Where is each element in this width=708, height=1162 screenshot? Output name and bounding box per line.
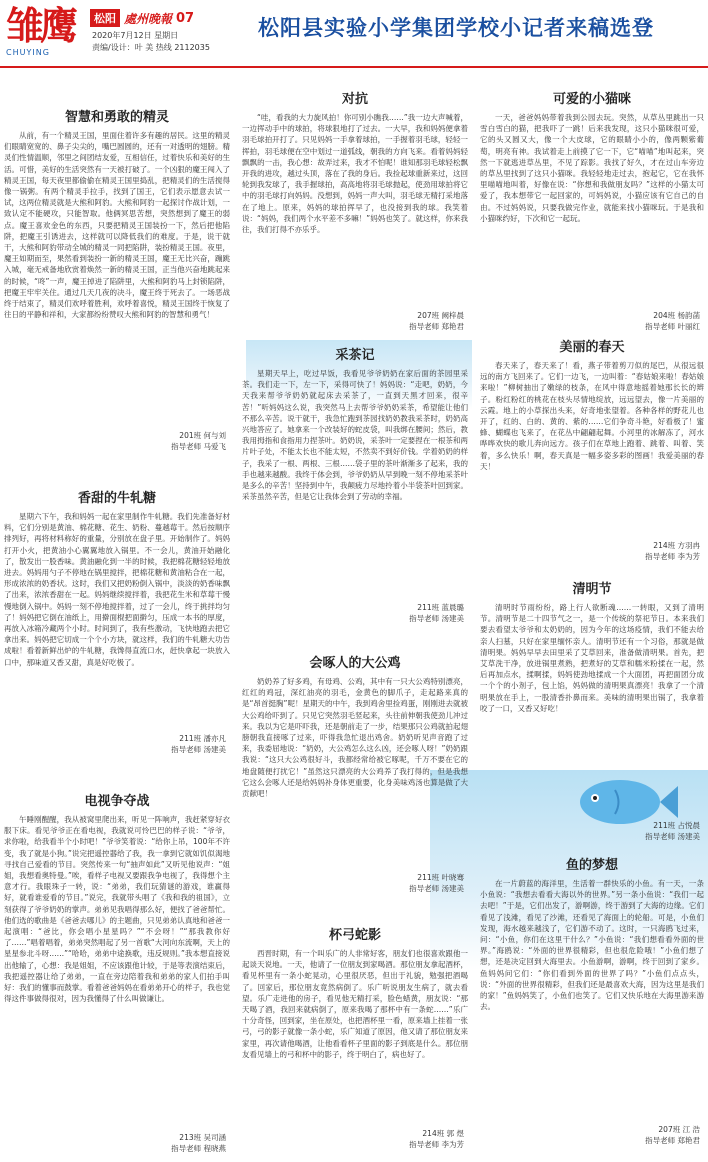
author: 207班 江 浩 (658, 1125, 700, 1134)
author: 213班 吴司涵 (179, 1133, 226, 1142)
author: 211班 占悦晨 (653, 821, 700, 830)
author: 211班 潘亦凡 (179, 734, 226, 743)
article-byline (476, 1124, 708, 1146)
teacher: 指导老师 汤建美 (171, 745, 226, 754)
masthead-rule (0, 66, 708, 68)
article-body: 清明时节雨纷纷，路上行人欲断魂……一转眼，又到了清明节。清明节是二十四节气之一，是一个传统的祭祀节日。本来我们要去看望太爷爷和太奶奶的，因为今年的这场疫情，我们不能去给亲人扫墓，只好在家里缅怀亲人。清明节还有一个习俗，那就是做清明果。妈妈早早去田里采了艾草回来，准备做清明果。首先，把艾草洗干净，放进锅里煮熟，把煮好的艾草和糯米粉揉在一起，然后再加点水，揉啊揉，妈妈使劲地揉成一个大面团，再把面团分成一个个的小剂子，包上馅，妈妈做的清明果真漂亮！我拿了一个清明果放在手上，一股清香扑鼻而来。美味的清明果出锅了，我拿着咬了一口，又香又好吃！ (480, 603, 704, 713)
author: 211班 叶晓骞 (417, 873, 464, 882)
logo-pinyin: CHUYING (6, 48, 50, 57)
logo-text: 雏鹰 (6, 3, 75, 48)
teacher: 指导老师 郑艳君 (645, 1136, 700, 1145)
teacher: 指导老师 汤建美 (409, 614, 464, 623)
author: 211班 蓝晨璐 (417, 603, 464, 612)
page-number: 07 (176, 10, 195, 26)
article-a10 (476, 578, 708, 842)
article-byline (238, 872, 472, 894)
issue-date: 2020年7月12日 星期日 (92, 31, 179, 40)
article-body: 星期六下午，我和妈妈一起在家里制作牛轧糖。我们先准备好材料，它们分别是黄油、棉花糖、花生、奶粉、蔓越莓干。然后按顺序排列好，再将材料称好的重量，分别放在盘子里。开始制作了。妈妈打开小火，把黄油小心翼翼地放入锅里。不一会儿，黄油开始融化了，散发出一股香味。黄油融化到一半的时候，我把棉花糖轻轻地放进去。妈妈用勺子不停地在锅里搅拌，把棉花糖和黄油粘合在一起，形成浓浓的奶香状。这时，我们又把奶粉倒入锅中，淡淡的奶香味飘了出来，浓浓香甜在一起。妈妈继续搅拌着，我把花生米和草莓干慢慢地倒入锅中。妈妈一刻不停地搅拌着，过了一会儿，终于挑拌均匀了！妈妈把它倒在油纸上，用擀面棍把面擀匀，压成一本书的厚度，再放入冰箱冷藏两个小时。时间到了，我有些激动，飞快地跑去把它拿出来。妈妈把它切成一个个小方块，就这样，我们的牛轧糖大功告成啦！看着新鲜出炉的牛轧糖，我馋得直流口水，赶快拿起一块放入口中，那味道又香又甜，真是好吃极了。 (4, 512, 230, 667)
logo (6, 4, 86, 62)
article-title: 智慧和勇敢的精灵 (64, 110, 169, 125)
article-byline (238, 1128, 472, 1150)
teacher: 指导老师 程晓燕 (171, 1144, 226, 1153)
article-body: 从前，有一个精灵王国，里面住着许多有趣的居民。这里的精灵们眼睛宽宽的、鼻子尖尖的，嘴巴圆圆的，还有一对透明的翅膀。精灵们性情温顺，邻里之间团结友爱，互相信任，过着快乐和美好的生活。可惜，美好的生活突然有一天被打破了。一个凶狠的魔王闯入了精灵王国，每天夜里都偷偷在精灵王国里捣乱，把精灵们的生活搅得像一锅粥。有两个精灵手拉手，找到了国王，它们表示愿意去试一试，这两位精灵就是大熊和阿豹。大熊和阿豹一起探讨作战计划，一致认定不能硬攻，只能智取。他俩冥思苦想，突然想到了魔王的弱点。魔王喜欢金色的东西，只要把精灵王国装扮一下，然后把他陷阱，把魔王引诱进去，这样就可以降低我们的难度。于是，说干就干，大熊和阿豹带动全城的精灵一同把陷阱，装扮精灵王国。夜里，魔王如期而至，果然看到装扮一新的精灵王国，魔王无比兴奋，蹦跳入城，毫无戒备地欣赏着焕然一新的精灵王国，正当他兴奋地跳起来的时候，“咚”一声，魔王掉进了陷阱里，大熊和阿豹马上封锁陷阱，把魔王牢牢关住。通过几天几夜的决斗，魔王终于死去了。一场恶战终于结束了，精灵们欢呼着胜利，欢呼着喜悦，精灵王国终于恢复了往日的平静和祥和，大家都纷纷赞叹大熊和阿豹的智慧和勇气！ (4, 131, 230, 320)
article-byline (0, 430, 234, 452)
edition-bar (90, 8, 194, 28)
article-body: 春天来了，春天来了！看，燕子带着剪刀似的尾巴，从很远很远的南方飞回来了。它们一边飞，一边叫着：“春姑娘来啦！春姑娘来啦！”柳树抽出了嫩绿的枝条，在风中得意地摇着她那长长的辫子。粉红粉红的桃花在枝头尽情地绽放，远远望去，像一片美丽的云霞。地上的小草探出头来，好奇地张望着。各种各样的野花儿也开了，红的、白的、黄的、紫的……它们争奇斗艳，好看极了！蜜蜂、蝴蝶也飞来了，在花丛中翩翩起舞。小河里的冰解冻了，河水哗哗欢快的歌儿奔向远方。孩子们在草地上跑着、跳着、叫着、笑着，多么快乐！啊，春天真是一幅多姿多彩的图画！我爱美丽的春天！ (480, 361, 704, 471)
teacher: 指导老师 李为芳 (409, 1140, 464, 1149)
teacher: 指导老师 汤建美 (409, 884, 464, 893)
author: 214班 郭 煜 (422, 1129, 464, 1138)
author: 204班 杨韵菡 (653, 311, 700, 320)
article-body: 一天，爸爸妈妈带着我到公园去玩。突然，从草丛里跳出一只雪白雪白的猫，把我吓了一跳！后来我发现，这只小猫咪很可爱，它的头又圆又大，像一个大皮球，它的眼睛小小的，像两颗紫葡萄，明亮有神。我试着走上前摸了它一下，它“喵喵”地叫起来，突然一下就逃进草丛里，不见了踪影。我找了好久，才在过山车旁边的草丛里找到了这只小猫咪。我轻轻地走过去，抱起它，它在我怀里喵喵地叫着，好像在说：“你想和我做朋友吗？”这样的小猫太可爱了，我本想带它一起回家的，可妈妈说，小猫应该有它自己的自由。不过妈妈说，只要我做完作业，就能来找小猫咪玩。于是我和小猫咪约好，下次和它一起玩。 (480, 113, 704, 223)
article-body: 奶奶养了好多鸡，有母鸡、公鸡，其中有一只大公鸡特别漂亮，红红的鸡冠，深红油亮的羽毛，金黄色的脚爪子，走起路来真的是“昂首挺胸”呢！星期天的中午，我到鸡舍里捡鸡蛋，刚刚进去就被大公鸡给吓到了。只见它突然羽毛竖起来，头往前伸朝我使劲儿冲过来。我以为它是吓吓我，还是朝前走了一步，结果那只公鸡就拍起翅膀朝我直接啄了过来，吓得我急忙退出鸡舍。奶奶听见声音跑了过来，我委屈地说：“奶奶，大公鸡怎么这么凶，还会啄人呀！”奶奶跟我说：“这只大公鸡很好斗，我都经常给被它啄呢，千万不要在它的地盘随便打扰它！”虽然这只漂亮的大公鸡养了我打得的，但是我想它这么会啄人还是给妈妈补身体更重要，化身美味鸡汤也算是做了大贡献吧！ (242, 677, 468, 799)
article-a7 (238, 924, 472, 1150)
teacher: 指导老师 汤建美 (645, 832, 700, 841)
article-a8 (476, 88, 708, 332)
article-a9 (476, 336, 708, 562)
article-a11 (476, 854, 708, 1146)
author: 201班 何与刘 (179, 431, 226, 440)
article-body: 在一片蔚蓝的海洋里，生活着一群快乐的小鱼。有一天，一条小鱼说：“我想去看看大海以外的世界。”另一条小鱼说：“我们一起去吧！”于是，它们出发了，游啊游，终于游到了大海的边缘。它们看见了浅滩，看见了沙滩，还看见了海面上的轮船。可是，小鱼们发现，海水越来越浅了，它们游不动了。这时，一只海鸥飞过来，问：“小鱼，你们在这里干什么？”小鱼说：“我们想看看外面的世界。”海鸥说：“外面的世界很精彩，但也很危险哦！”小鱼们想了想，还是决定回到大海里去。小鱼游啊，游啊，终于回到了家乡。鱼妈妈问它们：“你们看到外面的世界了吗？”小鱼们点点头，说：“外面的世界很精彩，但我们还是最喜欢大海，因为这里是我们的家！”鱼妈妈笑了，小鱼们也笑了。它们又快乐地在大海里游来游去。 (480, 879, 704, 1012)
issue-editor: 责编/设计：叶 美 热线 2112035 (92, 43, 210, 52)
article-byline (0, 1132, 234, 1154)
author: 207班 阙梓晨 (417, 311, 464, 320)
article-byline (476, 310, 708, 332)
article-byline (238, 310, 472, 332)
article-title: 香甜的牛轧糖 (77, 491, 156, 506)
article-byline (0, 733, 234, 755)
article-a1 (0, 106, 234, 452)
page-headline: 松阳县实验小学集团学校小记者来稿选登 (258, 16, 654, 40)
article-title: 可爱的小猫咪 (552, 92, 631, 107)
article-title: 杯弓蛇影 (328, 928, 381, 943)
teacher: 指导老师 叶丽红 (645, 322, 700, 331)
article-a6 (238, 652, 472, 894)
region-tag: 松阳 (90, 9, 120, 27)
article-body: 西晋时期，有一个叫乐广的人非常好客，朋友们也很喜欢跟他一起谈天说地。一天，他请了一位朋友到家喝酒。那位朋友拿起酒杯，看见杯里有一条小蛇晃动，心里很厌恶，但出于礼貌，勉强把酒喝了。回家后，那位朋友竟然病倒了。乐广听说朋友生病了，就去看望。乐广走进他的房子，看见他无精打采，脸色蜡黄，朋友说：“那天喝了酒，我回来就病倒了，原来我喝了那杯中有一条蛇……”乐广十分奇怪，回到家，坐在原处，也把酒杯里一看，原来墙上挂着一张弓，弓的影子就像一条小蛇，乐广知道了原因，他又请了那位朋友来家里，再次请他喝酒，让他看看杯子里面的影子到底是什么。那位朋友看见墙上的弓和杯中的影子，终于明白了，病也好了。 (242, 949, 468, 1059)
masthead (0, 0, 708, 70)
article-body: “哇，看我的大力旋风拍！你可别小瞧我……”我一边大声喊着，一边挥动手中的球拍，将球狠地打了过去。一大早，我和妈妈便拿着羽毛球拍开打了。只见妈妈一手拿着球拍，一手握着羽毛球，轻轻一挥拍，羽毛球便在空中划过一道弧线，朝我的方向飞来。看着妈妈轻飘飘的一击，我心想：故弄过来，我才不怕呢！谁知那羽毛球轻松飘开我的进攻，越过头顶，落在了我的身后。我捡起球重新来过，这回轮到我发球了，我手握球拍，高高地将羽毛球抛起，使劲用球拍将它中的羽毛球打向妈妈。没想到，妈妈一声大叫，羽毛球无精打采地落在了地上。原来，妈妈的球拍挥早了，也没接到我的球。我笑着说：“妈妈，我们两个水平差不多嘛！”妈妈也笑了。就这样，你来我往，我们打得不亦乐乎。 (242, 113, 468, 235)
article-a4 (238, 88, 472, 332)
paper-name: 處州晚報 (124, 11, 173, 26)
article-a2 (0, 487, 234, 755)
article-title: 清明节 (572, 582, 612, 597)
issue-meta (92, 30, 210, 54)
teacher: 指导老师 马爱飞 (171, 442, 226, 451)
article-title: 会啄人的大公鸡 (309, 656, 401, 671)
article-byline (476, 820, 708, 842)
article-title: 对抗 (341, 92, 368, 107)
article-title: 美丽的春天 (559, 340, 625, 355)
article-title: 采茶记 (335, 348, 375, 363)
article-body: 午睡刚醒醒，我从被窝里爬出来，听见一阵响声，我赶紧穿好衣服下床。看见爷爷正在看电视，我就说可怜巴巴的样子说：“爷爷，求你啦，给我看半个小时吧！”爷爷笑着说：“给你上吊，100年不许变，我了就是小狗。”说完把遥控器给了我，我一拿到它就如饥似渴地寻找自己爱看的节目。突然传来一句“抽声如此”又听见他说声：“姐姐，我想看奥特曼。”唉，看样子电视又要跟我争电视了，我得想个主意才行。我眼珠子一转，说：“弟弟，我们玩猜谜的游戏，谁赢得好，就看谁爱看的节目。”说完，我就带头唱了《我和我的祖国》，立刻获得了爷爷奶奶的掌声。弟弟见我唱得那么好，便找了爸爸帮忙。他们选的歌曲是《爸爸去哪儿》的主题曲，只见弟弟认真地和爸爸一起演唱：“爸比，你会唱小星星吗？”“不会呀！”“那我教你好了……”唱着唱着，弟弟突然唱起了另一首歌“大河向东流啊，天上的星星参北斗呀……”“哈哈，弟弟中途换歌，违反规则。”我本想直接说出他输了，心想：我是姐姐，不应该跟他计较，于是等表演结束后，我把遥控器让给了弟弟，一直在旁边陪着我和弟弟的家人们拍手叫好：我们的懂事而鼓掌。看着爸爸妈妈在看弟弟开心的样子，我也觉得这件事做得很对，因为我懂得了什么叫做谦让。 (4, 815, 230, 1004)
teacher: 指导老师 李为芳 (645, 552, 700, 561)
article-title: 电视争夺战 (84, 794, 150, 809)
article-title: 鱼的梦想 (565, 858, 618, 873)
article-byline (476, 540, 708, 562)
teacher: 指导老师 郑艳君 (409, 322, 464, 331)
article-body: 星期天早上，吃过早饭，我看见爷爷奶奶在家后面的茶园里采茶。我们走一下，左一下，采得可快了！妈妈说：“走吧，奶奶，今天我来帮爷爷奶奶就起床去采茶了，一直到天黑才回来，很辛苦！”听妈妈这么说，我突然马上去帮爷爷奶奶采茶，希望能让他们不那么辛苦。说干就干，我急忙跑到茶园找奶奶教我采茶时，奶奶高兴地答应了。她拿来一个改装好的蛇皮袋，叫我绑在腰间；然后，教我用拇指和食指用力捏茶叶。奶奶说，采茶叶一定要捏在一根茶和两片叶子处，不能太长也不能太短，不然卖不到好价钱。学着奶奶的样子，我采了一根、两根、三根……袋子里的茶叶渐渐多了起来，我的手也越来越酸。我终于体会到，爷爷奶奶从早到晚一刻不停地采茶叶是多么的辛苦！坚持到中午，我颠疲力尽地拎着小半袋茶叶回到家。采茶虽然辛苦，但是它让我体会到了劳动的幸福。 (242, 369, 468, 502)
article-byline (238, 602, 472, 624)
author: 214班 方羽冉 (653, 541, 700, 550)
article-a3 (0, 790, 234, 1154)
article-a5 (238, 344, 472, 624)
